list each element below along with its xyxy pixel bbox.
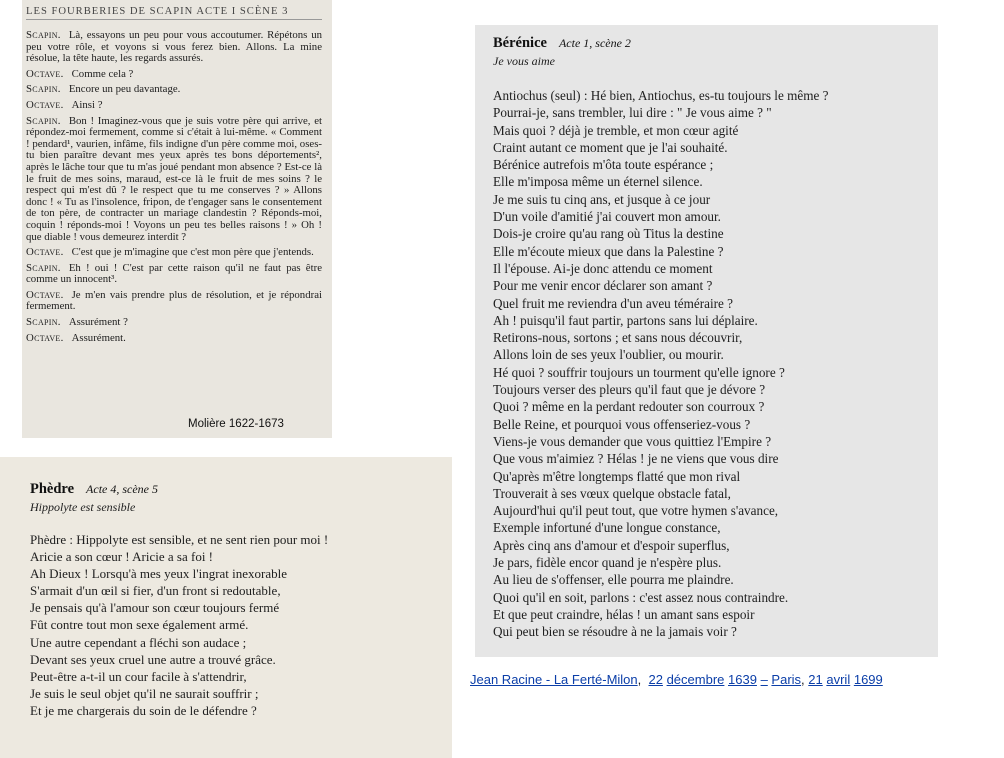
dialogue-line: [26, 69, 322, 81]
verse-line: Je pars, fidèle encor quand je n'espère plus.: [493, 555, 722, 571]
verse-line: Quoi qu'il en soit, parlons : c'est assez nous contraindre.: [493, 589, 789, 605]
year-link[interactable]: 1699: [853, 672, 883, 687]
speaker-name: Octave.: [26, 246, 64, 259]
verse-line: Bérénice autrefois m'ôta toute espérance ;: [493, 157, 714, 173]
verse-line: Ah ! puisqu'il faut partir, partons sans lui déplaire.: [493, 312, 758, 328]
speech-text: Là, essayons un peu pour vous accoutumer. Répétons un peu votre rôle, et voyons si vous ferez bien. Allons. La mine résolue, la tête haute, les regards assurés.: [26, 29, 322, 65]
verse-line: D'un voile d'amitié j'ai couvert mon amour.: [493, 209, 721, 225]
dialogue-line: [26, 100, 322, 112]
verse-line: Ah Dieux ! Lorsqu'à mes yeux l'ingrat inexorable: [30, 566, 288, 582]
month-link[interactable]: décembre: [666, 672, 725, 687]
play-header: [30, 481, 452, 498]
verse-line: S'armait d'un œil si fier, d'un front si redoutable,: [30, 583, 281, 599]
month-link[interactable]: avril: [826, 672, 851, 687]
day-link[interactable]: 21: [808, 672, 823, 687]
speech-text: Ainsi ?: [71, 98, 103, 111]
dialogue-line: [26, 290, 322, 313]
verse-line: Phèdre : Hippolyte est sensible, et ne sent rien pour moi !: [30, 532, 329, 547]
speech-text: Assurément ?: [68, 316, 128, 329]
verse-line: Et je me chargerais du soin de le défendre ?: [30, 702, 257, 718]
racine-link[interactable]: Jean Racine - La Ferté-Milon: [470, 672, 638, 687]
speaker-name: Scapin.: [26, 316, 61, 329]
speech-text: Eh ! oui ! C'est par cette raison qu'il ne faut pas être comme un innocent³.: [26, 261, 322, 286]
speech-text: Encore un peu davantage.: [68, 83, 181, 96]
verse-line: Une autre cependant a fléchi son audace ;: [30, 634, 247, 650]
act-scene: Acte 4, scène 5: [86, 482, 158, 496]
verse-line: Pourrai-je, sans trembler, lui dire : " Je vous aime ? ": [493, 105, 772, 121]
verse-line: Allons loin de ses yeux l'oublier, ou mourir.: [493, 347, 724, 363]
play-title: Phèdre: [30, 481, 75, 497]
verse-line: Elle m'écoute mieux que dans la Palestine ?: [493, 243, 724, 259]
dialogue-line: [26, 263, 322, 286]
racine-caption: Jean Racine - La Ferté-Milon, 22 décembre 1639 – Paris, 21 avril 1699: [470, 672, 883, 687]
year-link[interactable]: 1639: [728, 672, 757, 687]
play-header: [493, 35, 938, 52]
speaker-name: Octave.: [26, 67, 64, 80]
verse-line: Belle Reine, et pourquoi vous offenseriez-vous ?: [493, 416, 751, 432]
verse-line: Et que peut craindre, hélas ! un amant sans espoir: [493, 606, 755, 622]
verse-block: [493, 87, 938, 641]
speaker-name: Octave.: [26, 331, 64, 344]
speech-text: Comme cela ?: [71, 67, 134, 80]
verse-line: Peut-être a-t-il un cour facile à s'attendrir,: [30, 668, 247, 684]
verse-line: Antiochus (seul) : Hé bien, Antiochus, es-tu toujours le même ?: [493, 88, 829, 103]
play-title: Bérénice: [493, 35, 547, 51]
verse-line: Fût contre tout mon sexe également armé.: [30, 617, 249, 633]
dialogue-line: [26, 116, 322, 244]
speech-text: Je m'en vais prendre plus de résolution, et je répondrai fermement.: [26, 288, 322, 313]
verse-line: Quoi ? même en la perdant redouter son courroux ?: [493, 399, 765, 415]
speech-text: Bon ! Imaginez-vous que je suis votre père qui arrive, et répondez-moi fermement, comme si c'était à lui-même. « Comment ! pendard¹, vaurien, infâme, fils indigne d'un père comme moi, oses-tu bien paraître devant mes yeux après tes bons déportements², après le lâche tour que tu m'as joué pendant mon absence ? Est-ce là le fruit de mes soins, maraud, est-ce là le fruit de mes soins ? le respect qui m'est dû ? le respect que tu me conserves ? » Allons donc ! « Tu as l'insolence, fripon, de t'engager sans le consentement de ton père, de contracter un mariage clandestin ? Réponds-moi, coquin ! réponds-moi ! Voyons un peu tes belles raisons ! » Oh ! que diable ! vous demeurez interdit ?: [26, 114, 322, 243]
moliere-scan: [22, 0, 332, 438]
dialogue-line: [26, 333, 322, 345]
speaker-name: Octave.: [26, 98, 64, 111]
verse-line: Je me suis tu cinq ans, et jusque à ce jour: [493, 191, 711, 207]
verse-line: Mais quoi ? déjà je tremble, et mon cœur agité: [493, 122, 739, 138]
speaker-name: Scapin.: [26, 83, 61, 96]
speaker-name: Scapin.: [26, 29, 61, 41]
verse-line: Viens-je vous demander que vous quittiez l'Empire ?: [493, 433, 772, 449]
phedre-scan: [0, 457, 452, 758]
verse-line: Après cinq ans d'amour et d'espoir superflus,: [493, 537, 730, 553]
verse-line: Je pensais qu'à l'amour son cœur toujours fermé: [30, 600, 280, 616]
moliere-caption: Molière 1622-1673: [188, 418, 284, 430]
verse-line: Qui peut bien se résoudre à ne la jamais voir ?: [493, 624, 737, 640]
verse-line: Exemple infortuné d'une longue constance,: [493, 520, 721, 536]
verse-line: Aujourd'hui qu'il peut tout, que votre hymen s'avance,: [493, 503, 779, 519]
verse-line: Trouverait à ses vœux quelque obstacle fatal,: [493, 485, 731, 501]
dialogue-line: [26, 30, 322, 65]
speaker-name: Scapin.: [26, 114, 61, 127]
dialogue-line: [26, 247, 322, 259]
dash-link[interactable]: –: [760, 672, 768, 687]
berenice-scan: [475, 25, 938, 657]
verse-line: Quel fruit me reviendra d'un aveu téméraire ?: [493, 295, 734, 311]
verse-line: Devant ses yeux cruel une autre a trouvé grâce.: [30, 651, 276, 667]
verse-line: Que vous m'aimiez ? Hélas ! je ne viens que vous dire: [493, 451, 779, 467]
verse-line: Hé quoi ? souffrir toujours un tourment qu'elle ignore ?: [493, 364, 785, 380]
act-scene: Acte 1, scène 2: [558, 36, 631, 50]
verse-line: Toujours verser des pleurs qu'il faut que je dévore ?: [493, 382, 766, 398]
city-link[interactable]: Paris: [771, 672, 802, 687]
scene-subtitle: Je vous aime: [493, 54, 555, 68]
verse-line: Aricie a son cœur ! Aricie a sa foi !: [30, 549, 214, 565]
speech-text: C'est que je m'imagine que c'est mon père que j'entends.: [71, 246, 314, 259]
dialogue-line: [26, 84, 322, 96]
speaker-name: Octave.: [26, 288, 64, 301]
speech-text: Assurément.: [71, 331, 126, 344]
day-link[interactable]: 22: [648, 672, 663, 687]
verse-line: Craint autant ce moment que je l'ai souhaité.: [493, 139, 728, 155]
speaker-name: Scapin.: [26, 261, 61, 274]
dialogue: [26, 30, 322, 344]
scene-subtitle: Hippolyte est sensible: [30, 500, 136, 514]
verse-line: Il l'épouse. Ai-je donc attendu ce moment: [493, 260, 713, 276]
verse-line: Dois-je croire qu'au rang où Titus la destine: [493, 226, 724, 242]
verse-line: Pour me venir encor déclarer son amant ?: [493, 278, 713, 294]
verse-line: Qu'après m'être longtemps flatté que mon rival: [493, 468, 741, 484]
verse-line: Au lieu de s'offenser, elle pourra me plaindre.: [493, 572, 734, 588]
verse-line: Je suis le seul objet qu'il ne saurait souffrir ;: [30, 685, 259, 701]
dialogue-line: [26, 317, 322, 329]
verse-line: Retirons-nous, sortons ; et sans nous découvrir,: [493, 330, 743, 346]
verse-line: Elle m'imposa même un éternel silence.: [493, 174, 703, 190]
verse-block: [30, 531, 452, 719]
running-head: LES FOURBERIES DE SCAPIN ACTE I SCÈNE 3: [26, 6, 322, 20]
